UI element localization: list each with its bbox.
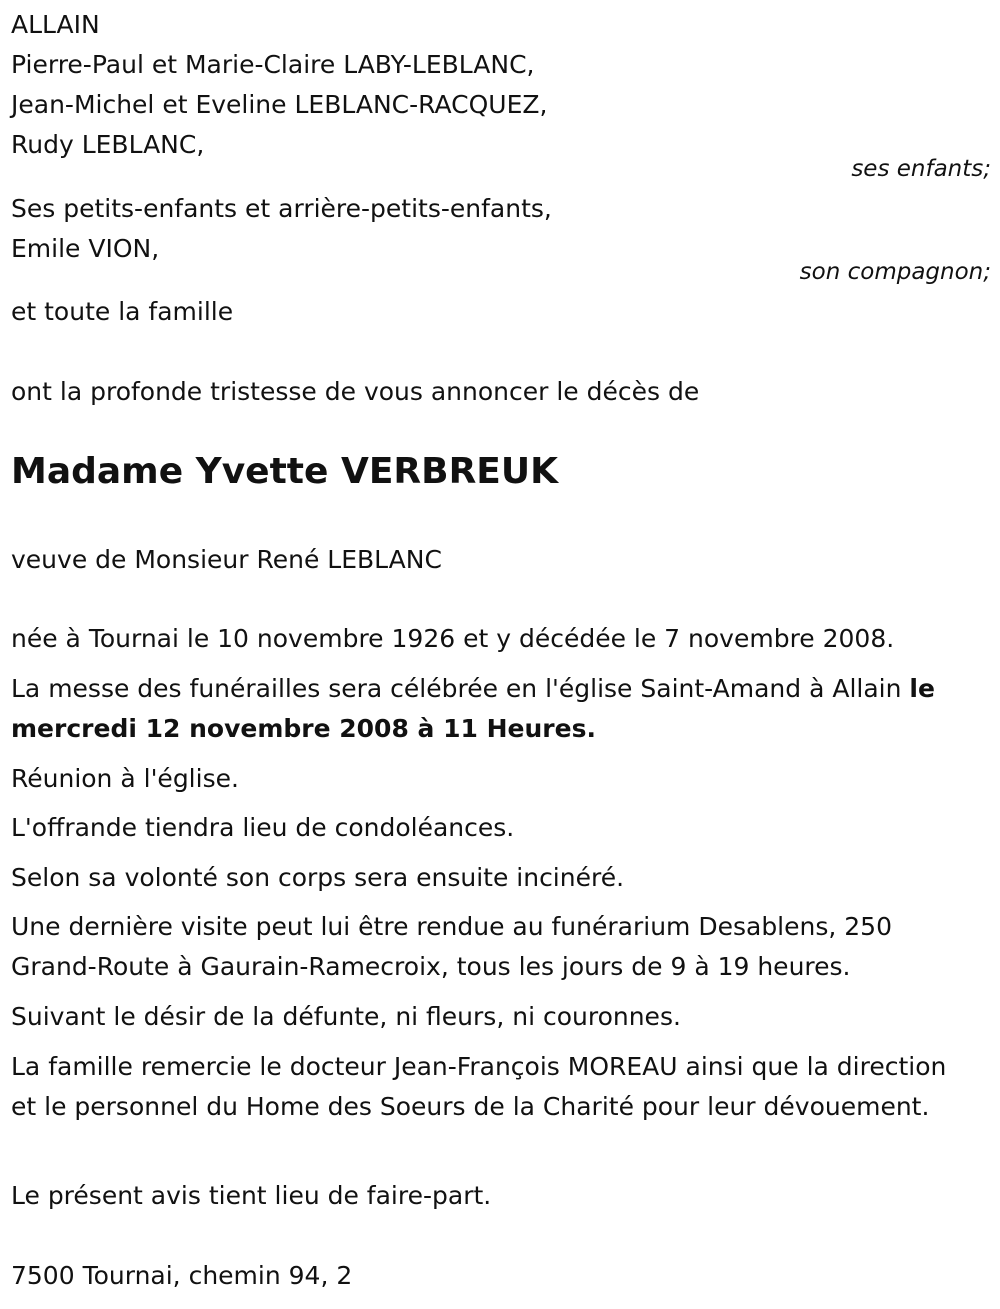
flowers-line: Suivant le désir de la défunte, ni fleurs, ni couronnes.: [11, 1002, 681, 1031]
visit-paragraph: Une dernière visite peut lui être rendue au funérarium Desablens, 250 Grand-Route à Gaurain-Ramecroix, tous les jours de 9 à 19 heures.: [11, 912, 892, 981]
deceased-name: Madame Yvette VERBREUK: [11, 451, 559, 492]
offering-line: L'offrande tiendra lieu de condoléances.: [11, 813, 515, 842]
meeting-line: Réunion à l'église.: [11, 764, 239, 793]
children-role: ses enfants;: [851, 156, 991, 182]
announcement-line: ont la profonde tristesse de vous annoncer le décès de: [11, 377, 700, 406]
thanks-paragraph: La famille remercie le docteur Jean-François MOREAU ainsi que la direction et le personnel du Home des Soeurs de la Charité pour leur dévouement.: [11, 1052, 947, 1121]
cremation-line: Selon sa volonté son corps sera ensuite incinéré.: [11, 863, 625, 892]
child-line: Pierre-Paul et Marie-Claire LABY-LEBLANC,: [11, 50, 535, 79]
family-line: et toute la famille: [11, 297, 234, 326]
child-line: Jean-Michel et Eveline LEBLANC-RACQUEZ,: [11, 90, 548, 119]
companion-line: Emile VION,: [11, 234, 160, 263]
companion-role: son compagnon;: [799, 259, 991, 285]
child-line: Rudy LEBLANC,: [11, 130, 205, 159]
notice-line: Le présent avis tient lieu de faire-part.: [11, 1181, 492, 1210]
grandchildren-line: Ses petits-enfants et arrière-petits-enfants,: [11, 194, 552, 223]
funeral-mass-text: La messe des funérailles sera célébrée en l'église Saint-Amand à Allain: [11, 674, 910, 703]
funeral-mass-paragraph: [11, 669, 996, 749]
address-line: 7500 Tournai, chemin 94, 2: [11, 1261, 353, 1290]
place-name: ALLAIN: [11, 10, 100, 39]
widow-line: veuve de Monsieur René LEBLANC: [11, 545, 442, 574]
funeral-mass-date: le mercredi 12 novembre 2008 à 11 Heures.: [11, 674, 935, 743]
birth-death-line: née à Tournai le 10 novembre 1926 et y décédée le 7 novembre 2008.: [11, 624, 895, 653]
